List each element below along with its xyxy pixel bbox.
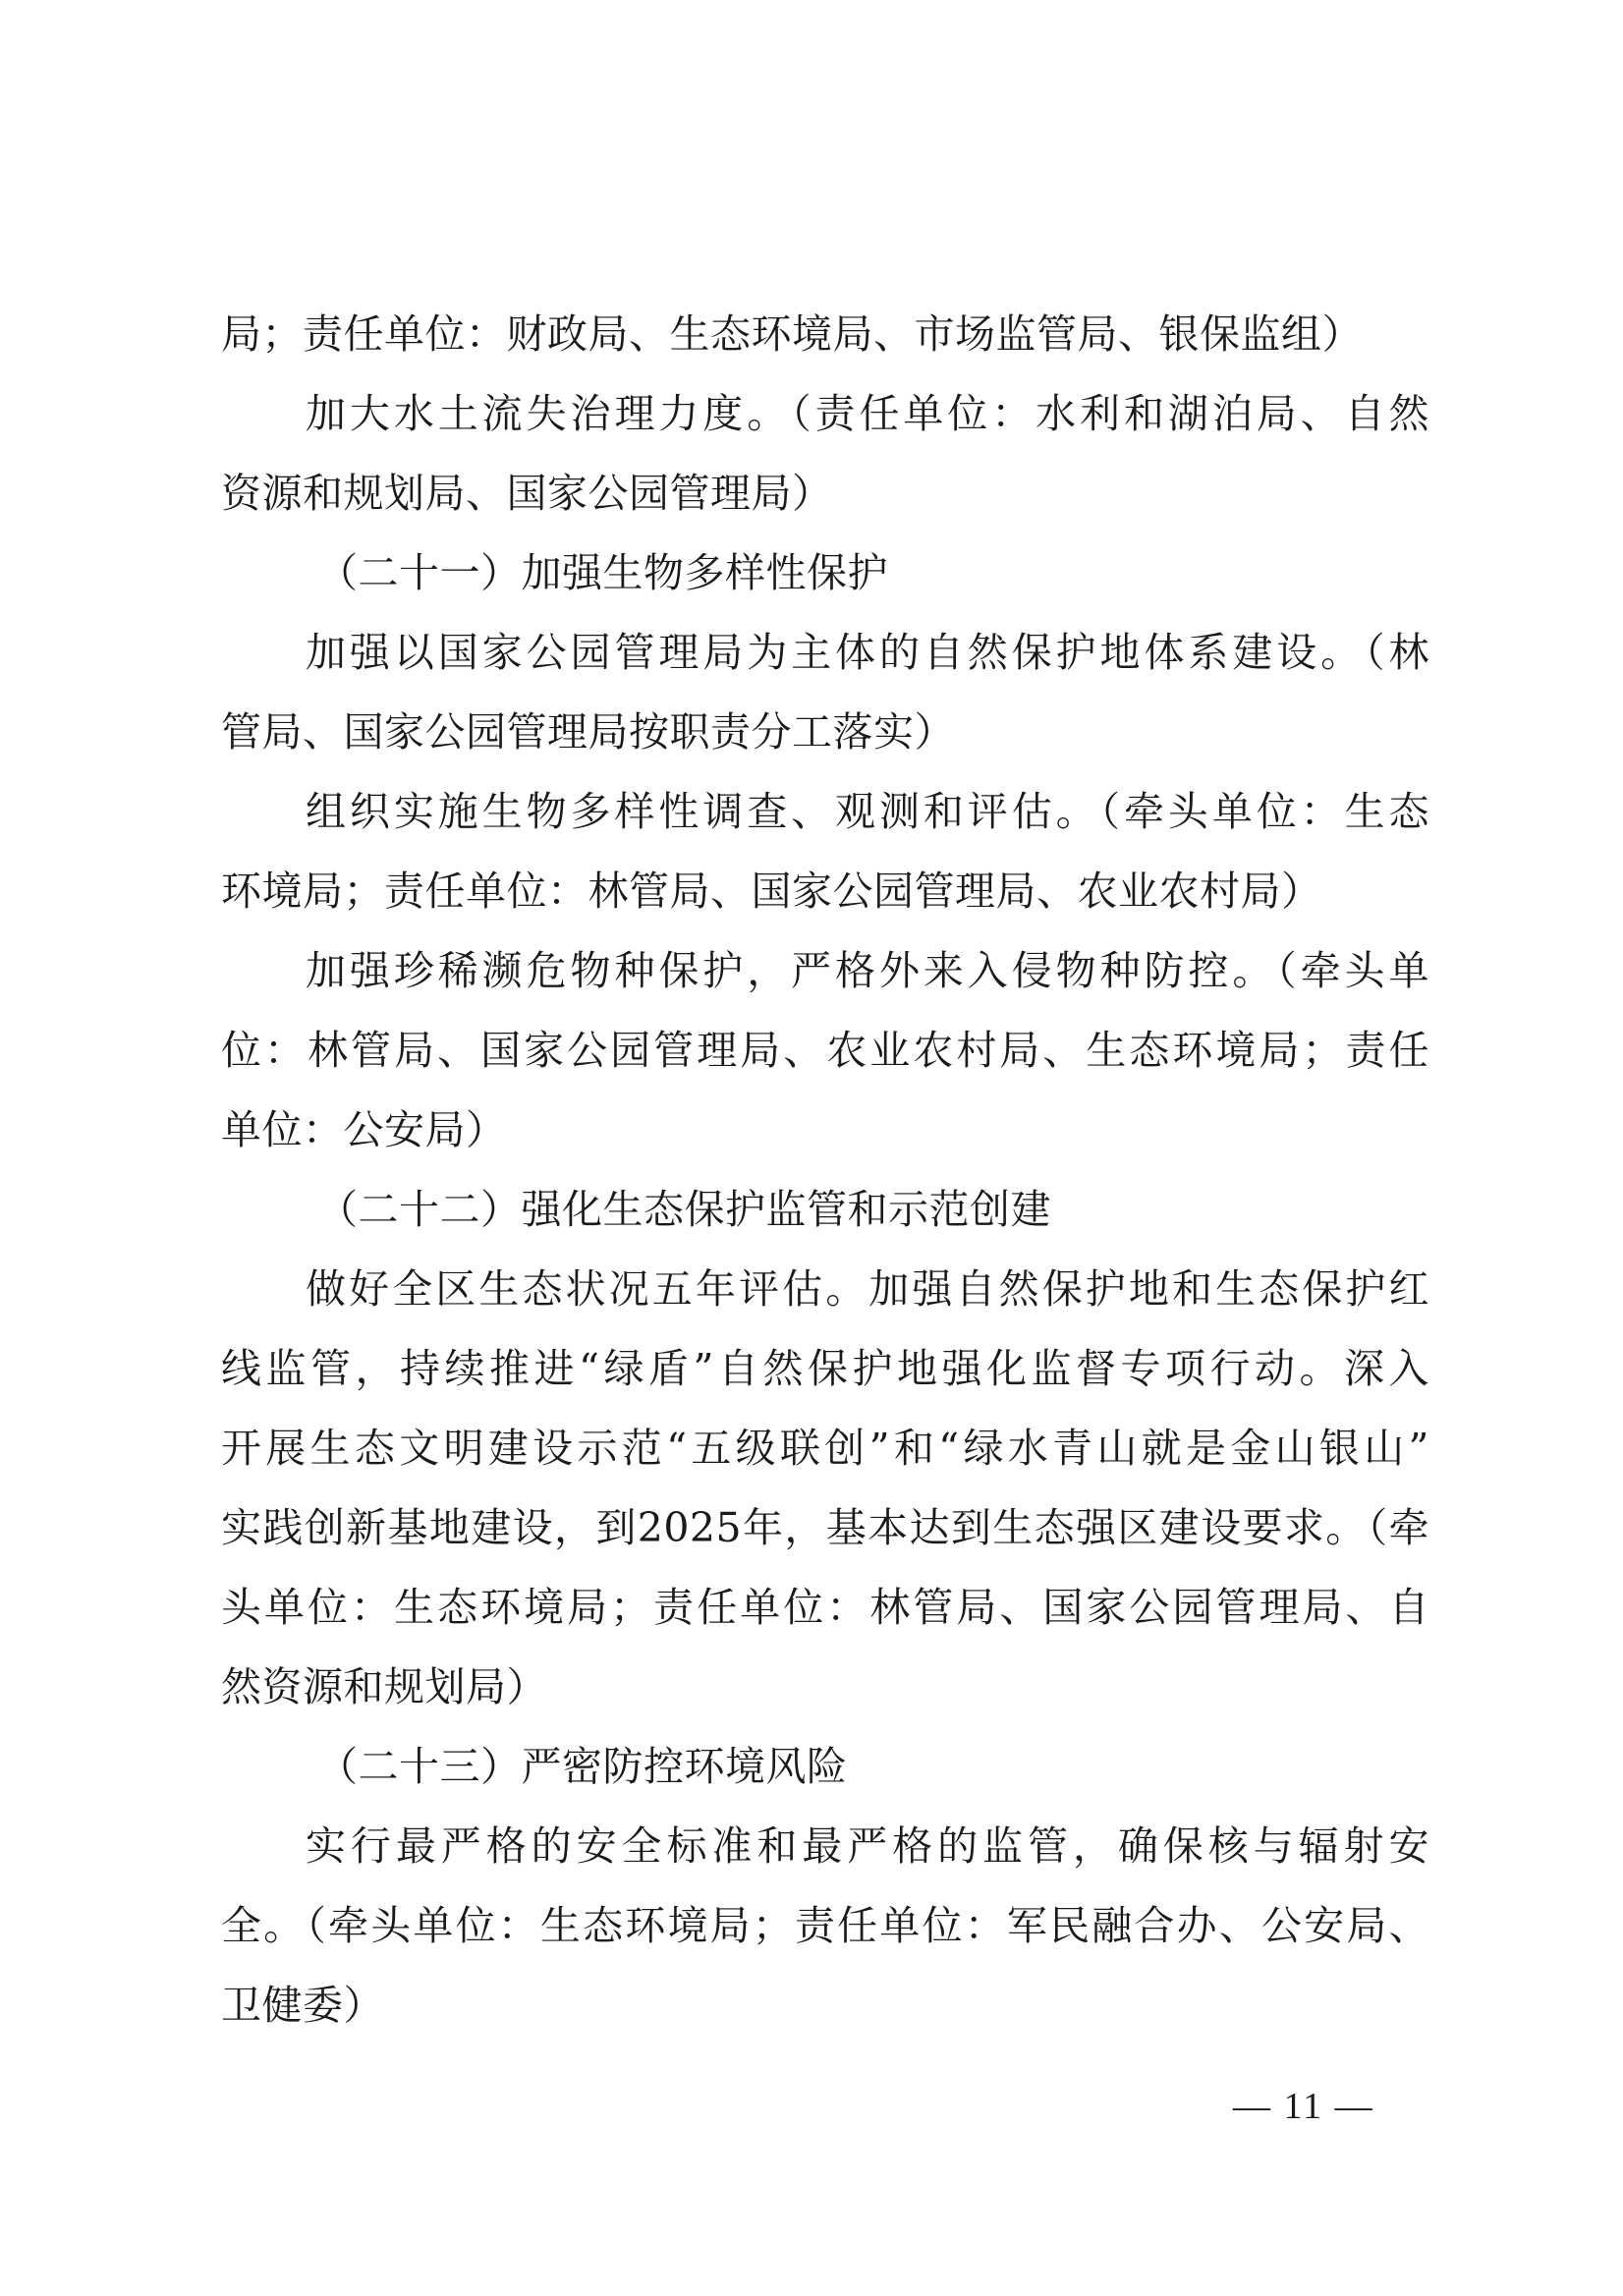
text-line: 卫健委） <box>221 1982 384 2029</box>
section-heading: （二十三）严密防控环境风险 <box>317 1743 848 1790</box>
text-line: 头单位：生态环境局；责任单位：林管局、国家公园管理局、自 <box>221 1584 1429 1631</box>
text-line: 组织实施生物多样性调查、观测和评估。（牵头单位：生态 <box>306 788 1429 835</box>
text-line: 环境局；责任单位：林管局、国家公园管理局、农业农村局） <box>221 868 1322 915</box>
text-line: 资源和规划局、国家公园管理局） <box>221 470 833 517</box>
document-body <box>221 295 1429 2045</box>
text-line: 位：林管局、国家公园管理局、农业农村局、生态环境局；责任 <box>221 1027 1429 1074</box>
text-line: 全。（牵头单位：生态环境局；责任单位：军民融合办、公安局、 <box>221 1902 1429 1949</box>
text-line: 线监管，持续推进“绿盾”自然保护地强化监督专项行动。深入 <box>221 1345 1429 1392</box>
text-line: 加强以国家公园管理局为主体的自然保护地体系建设。（林 <box>306 629 1429 676</box>
text-line: 做好全区生态状况五年评估。加强自然保护地和生态保护红 <box>306 1265 1429 1313</box>
text-line: 局；责任单位：财政局、生态环境局、市场监管局、银保监组） <box>221 310 1363 358</box>
text-line: 然资源和规划局） <box>221 1663 547 1710</box>
section-heading: （二十二）强化生态保护监管和示范创建 <box>317 1186 1051 1233</box>
page-number: — 11 — <box>1233 2086 1374 2127</box>
section-heading: （二十一）加强生物多样性保护 <box>317 549 888 596</box>
text-line: 单位：公安局） <box>221 1106 507 1153</box>
text-line: 管局、国家公园管理局按职责分工落实） <box>221 708 955 756</box>
text-line: 实践创新基地建设，到2025年，基本达到生态强区建设要求。（牵 <box>221 1504 1429 1551</box>
text-line: 加大水土流失治理力度。（责任单位：水利和湖泊局、自然 <box>306 390 1429 437</box>
text-line: 开展生态文明建设示范“五级联创”和“绿水青山就是金山银山” <box>221 1425 1429 1472</box>
text-line: 实行最严格的安全标准和最严格的监管，确保核与辐射安 <box>306 1822 1429 1870</box>
text-line: 加强珍稀濒危物种保护，严格外来入侵物种防控。（牵头单 <box>306 947 1429 994</box>
